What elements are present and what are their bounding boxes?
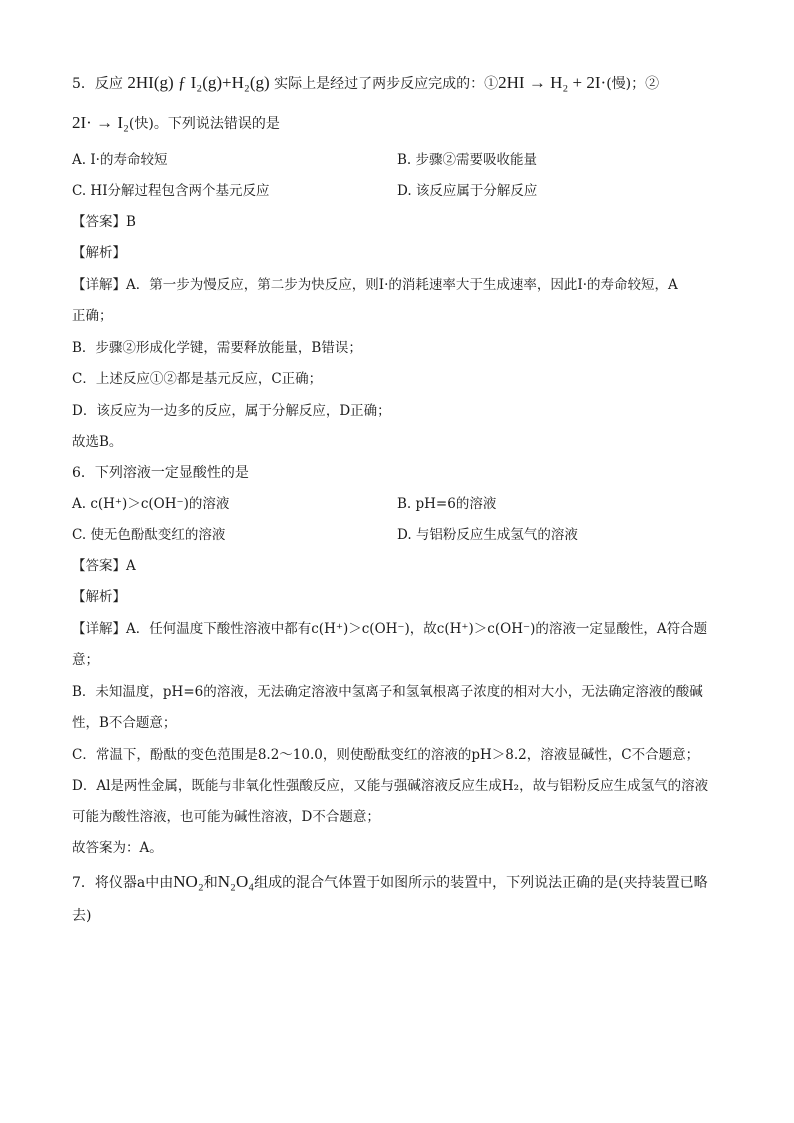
q6-option-d: D. 与铝粉反应生成氢气的溶液 (397, 527, 578, 543)
q6-detail-line4: 性，B不合题意； (72, 715, 177, 731)
q6-option-a: A. c(H⁺)＞c(OH⁻)的溶液 (72, 496, 230, 512)
q6-stem: 6．下列溶液一定显酸性的是 (72, 465, 249, 481)
q6-detail-line2: 意； (72, 652, 99, 668)
q7-and: 和 (203, 875, 218, 891)
q5-option-a: A. I·的寿命较短 (72, 152, 168, 168)
q5-conclusion: 故选B。 (72, 434, 123, 450)
q5-equation-step2: 2I· → I₂ (72, 113, 129, 132)
q6-detail-line1: 【详解】A．任何温度下酸性溶液中都有c(H⁺)＞c(OH⁻)，故c(H⁺)＞c(OH⁻)的溶液一定显酸性，A符合题 (72, 621, 708, 637)
q6-detail-line7: 可能为酸性溶液，也可能为碱性溶液，D不合题意； (72, 809, 380, 825)
q5-detail-line2: 正确； (72, 308, 113, 324)
q7-stem-line2: 去) (72, 908, 92, 924)
q6-detail-line5: C．常温下，酚酞的变色范围是8.2～10.0，则使酚酞变红的溶液的pH＞8.2，溶液显碱性，C不合题意； (72, 747, 700, 763)
q5-mid-text-2: (慢)；② (606, 76, 660, 92)
q5-detail-line4: C．上述反应①②都是基元反应，C正确； (72, 371, 323, 387)
q7-stem-line1 (72, 872, 708, 892)
q6-detail-line6: D．Al是两性金属，既能与非氧化性强酸反应，又能与强碱溶液反应生成H₂，故与铝粉反应生成氢气的溶液 (72, 778, 709, 794)
q6-detail-line3: B．未知温度，pH=6的溶液，无法确定溶液中氢离子和氢氧根离子浓度的相对大小，无法确定溶液的酸碱 (72, 684, 703, 700)
q5-option-d: D. 该反应属于分解反应 (397, 183, 538, 199)
q6-option-c: C. 使无色酚酞变红的溶液 (72, 527, 226, 543)
q5-stem-line2 (72, 113, 280, 133)
q7-tail-text: 组成的混合气体置于如图所示的装置中，下列说法正确的是(夹持装置已略 (254, 875, 708, 891)
q5-tail-text: (快)。下列说法错误的是 (128, 116, 280, 132)
q5-detail-line1: 【详解】A．第一步为慢反应，第二步为快反应，则I·的消耗速率大于生成速率，因此I·的寿命较短，A (72, 277, 678, 293)
q5-equation-step1: 2HI → H₂ + 2I· (498, 73, 607, 92)
q6-answer: 【答案】A (72, 558, 136, 574)
q6-analysis-heading: 【解析】 (72, 589, 126, 605)
q7-formula-n2o4: N₂O₄ (217, 872, 255, 891)
q6-conclusion: 故答案为：A。 (72, 840, 163, 856)
q5-detail-line5: D．该反应为一边多的反应，属于分解反应，D正确； (72, 403, 391, 419)
q7-formula-no2: NO₂ (173, 872, 204, 891)
q5-option-b: B. 步骤②需要吸收能量 (397, 152, 538, 168)
q7-lead: 7．将仪器a中由 (72, 875, 174, 891)
q5-analysis-heading: 【解析】 (72, 245, 126, 261)
q5-mid-text: 实际上是经过了两步反应完成的：① (274, 76, 499, 92)
q5-answer: 【答案】B (72, 214, 136, 230)
q5-detail-line3: B．步骤②形成化学键，需要释放能量，B错误； (72, 340, 362, 356)
q5-stem-line1 (72, 73, 659, 93)
q5-equation-overall: 2HI(g) ƒ I₂(g)+H₂(g) (127, 73, 270, 92)
q6-option-b: B. pH=6的溶液 (397, 496, 497, 512)
q5-option-c: C. HI分解过程包含两个基元反应 (72, 183, 270, 199)
q5-lead: 5．反应 (72, 76, 123, 92)
